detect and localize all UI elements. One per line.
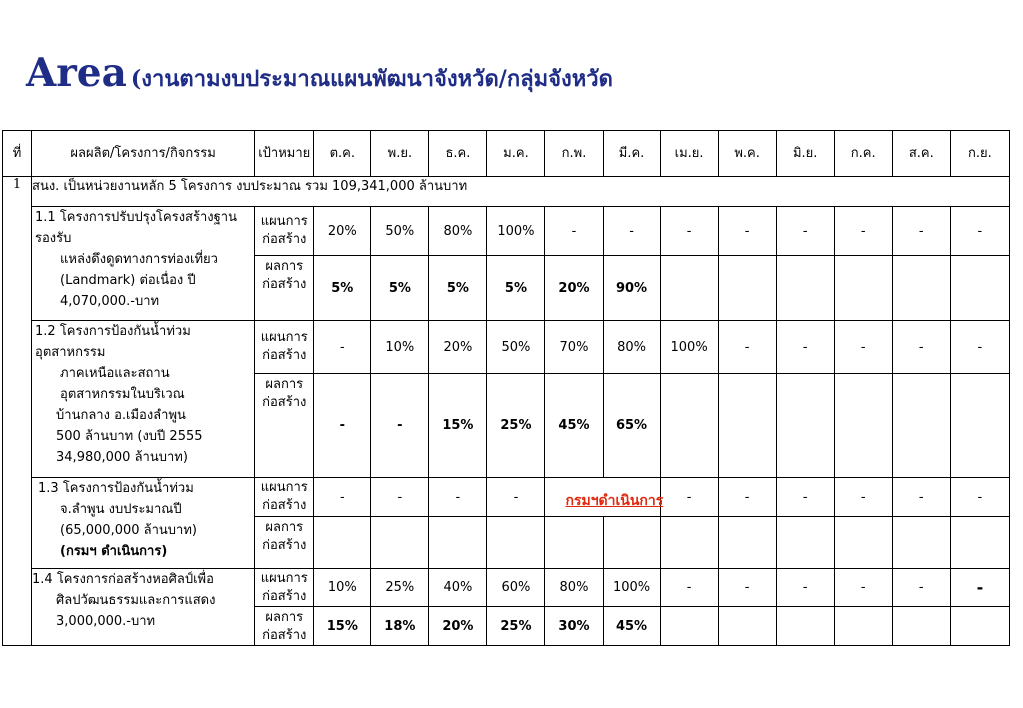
plan-cell: - — [776, 478, 834, 517]
project-cell — [32, 207, 255, 321]
result-cell: 5% — [314, 256, 371, 321]
table-row — [3, 569, 1010, 607]
plan-cell: - — [950, 321, 1009, 374]
row-number: 1 — [3, 177, 32, 646]
result-cell: 5% — [371, 256, 429, 321]
header-cell: ก.ย. — [950, 131, 1009, 177]
plan-cell: - — [892, 321, 950, 374]
plan-cell: - — [545, 207, 603, 256]
result-cell — [371, 517, 429, 569]
plan-label: แผนการก่อสร้าง — [255, 569, 314, 607]
plan-cell: - — [834, 478, 892, 517]
result-cell — [660, 607, 718, 646]
plan-cell: - — [718, 569, 776, 607]
header-cell: เม.ย. — [660, 131, 718, 177]
result-cell: 15% — [314, 607, 371, 646]
result-cell — [834, 607, 892, 646]
plan-cell: 80% — [545, 569, 603, 607]
result-cell: 18% — [371, 607, 429, 646]
result-cell — [314, 517, 371, 569]
table-row-main — [3, 177, 1010, 207]
plan-cell: 20% — [429, 321, 487, 374]
result-cell — [776, 256, 834, 321]
header-cell: มิ.ย. — [776, 131, 834, 177]
project-line: ศิลปวัฒนธรรมและการแสดง — [56, 593, 216, 608]
plan-cell: - — [834, 321, 892, 374]
result-cell — [776, 517, 834, 569]
progress-table — [2, 130, 1010, 646]
plan-cell: - — [603, 207, 660, 256]
plan-cell: - — [660, 207, 718, 256]
result-label: ผลการก่อสร้าง — [255, 374, 314, 478]
plan-cell: - — [487, 478, 545, 517]
plan-cell: - — [950, 207, 1009, 256]
project-cell — [32, 569, 255, 646]
header-cell: มี.ค. — [603, 131, 660, 177]
plan-cell: - — [950, 478, 1009, 517]
main-project-summary: สนง. เป็นหน่วยงานหลัก 5 โครงการ งบประมาณ รวม 109,341,000 ล้านบาท — [32, 177, 1010, 207]
result-cell — [834, 374, 892, 478]
header-cell: ที่ — [3, 131, 32, 177]
plan-label: แผนการก่อสร้าง — [255, 207, 314, 256]
result-cell — [545, 517, 603, 569]
header-cell: เป้าหมาย — [255, 131, 314, 177]
result-cell — [429, 517, 487, 569]
plan-cell: 100% — [660, 321, 718, 374]
project-line: อุตสาหกรรมในบริเวณ — [60, 387, 185, 402]
result-cell — [487, 517, 545, 569]
table-row — [3, 207, 1010, 256]
plan-cell: - — [314, 478, 371, 517]
plan-label: แผนการก่อสร้าง — [255, 321, 314, 374]
page-title — [26, 50, 613, 96]
plan-cell: - — [776, 207, 834, 256]
plan-cell: - — [892, 478, 950, 517]
project-line: 3,000,000.-บาท — [56, 614, 156, 629]
result-label: ผลการก่อสร้าง — [255, 607, 314, 646]
result-cell: 90% — [603, 256, 660, 321]
result-cell: 45% — [603, 607, 660, 646]
header-cell: พ.ย. — [371, 131, 429, 177]
project-cell — [32, 321, 255, 478]
plan-cell: - — [314, 321, 371, 374]
dept-note-cell — [545, 478, 664, 517]
result-cell — [718, 256, 776, 321]
dept-note: กรมฯดำเนินการ — [565, 493, 664, 509]
result-cell — [892, 256, 950, 321]
plan-cell: - — [834, 569, 892, 607]
plan-cell: - — [834, 207, 892, 256]
result-cell: 65% — [603, 374, 660, 478]
result-cell — [718, 374, 776, 478]
project-line: 1.1 โครงการปรับปรุงโครงสร้างฐานรองรับ — [35, 210, 237, 246]
result-cell: 15% — [429, 374, 487, 478]
table-row — [3, 321, 1010, 374]
result-cell — [776, 374, 834, 478]
plan-cell: 100% — [603, 569, 660, 607]
header-row — [3, 131, 1010, 177]
plan-cell: - — [718, 321, 776, 374]
result-cell: 5% — [429, 256, 487, 321]
result-cell: 20% — [545, 256, 603, 321]
table-row — [3, 478, 1010, 517]
result-cell — [892, 517, 950, 569]
plan-cell: 40% — [429, 569, 487, 607]
result-cell: 20% — [429, 607, 487, 646]
project-line: 4,070,000.-บาท — [60, 294, 160, 309]
header-cell: ม.ค. — [487, 131, 545, 177]
result-cell — [834, 517, 892, 569]
plan-cell: - — [429, 478, 487, 517]
plan-cell: 10% — [371, 321, 429, 374]
result-cell — [776, 607, 834, 646]
project-line: จ.ลำพูน งบประมาณปี — [60, 502, 182, 517]
result-cell — [660, 517, 718, 569]
plan-cell: 60% — [487, 569, 545, 607]
project-line: (กรมฯ ดำเนินการ) — [60, 544, 168, 559]
plan-cell: 70% — [545, 321, 603, 374]
result-label: ผลการก่อสร้าง — [255, 256, 314, 321]
result-cell: 30% — [545, 607, 603, 646]
plan-cell: - — [660, 569, 718, 607]
plan-cell: 10% — [314, 569, 371, 607]
result-cell — [950, 517, 1009, 569]
result-cell — [834, 256, 892, 321]
plan-cell: - — [718, 478, 776, 517]
header-cell: พ.ค. — [718, 131, 776, 177]
result-cell — [718, 517, 776, 569]
result-cell — [950, 374, 1009, 478]
result-cell: 25% — [487, 607, 545, 646]
result-cell — [950, 256, 1009, 321]
plan-cell: 20% — [314, 207, 371, 256]
project-line: (Landmark) ต่อเนื่อง ปี — [60, 273, 196, 288]
result-label: ผลการก่อสร้าง — [255, 517, 314, 569]
result-cell — [892, 374, 950, 478]
plan-cell: 50% — [371, 207, 429, 256]
header-cell: ผลผลิต/โครงการ/กิจกรรม — [32, 131, 255, 177]
plan-cell: 100% — [487, 207, 545, 256]
plan-cell: - — [892, 569, 950, 607]
result-cell — [950, 607, 1009, 646]
project-line: บ้านกลาง อ.เมืองลำพูน — [56, 408, 186, 423]
plan-cell: 80% — [429, 207, 487, 256]
project-line: 1.3 โครงการป้องกันน้ำท่วม — [38, 481, 194, 496]
result-cell: 25% — [487, 374, 545, 478]
plan-cell: - — [776, 569, 834, 607]
header-cell: ก.พ. — [545, 131, 603, 177]
header-cell: ส.ค. — [892, 131, 950, 177]
result-cell: - — [314, 374, 371, 478]
header-cell: ก.ค. — [834, 131, 892, 177]
result-cell — [603, 517, 660, 569]
plan-cell: 25% — [371, 569, 429, 607]
plan-cell: 80% — [603, 321, 660, 374]
project-cell — [32, 478, 255, 569]
project-line: 500 ล้านบาท (งบปี 2555 — [56, 429, 203, 444]
result-cell — [718, 607, 776, 646]
result-cell — [660, 374, 718, 478]
header-cell: ธ.ค. — [429, 131, 487, 177]
result-cell — [892, 607, 950, 646]
plan-cell: - — [660, 478, 718, 517]
project-line: (65,000,000 ล้านบาท) — [60, 523, 197, 538]
header-cell: ต.ค. — [314, 131, 371, 177]
plan-cell: - — [892, 207, 950, 256]
result-cell: - — [371, 374, 429, 478]
result-cell: 5% — [487, 256, 545, 321]
plan-cell: 50% — [487, 321, 545, 374]
plan-cell: - — [718, 207, 776, 256]
title-main: Area — [26, 50, 127, 96]
project-line: 34,980,000 ล้านบาท) — [56, 450, 188, 465]
plan-cell: - — [776, 321, 834, 374]
project-line: 1.4 โครงการก่อสร้างหอศิลป์เพื่อ — [32, 572, 214, 587]
result-cell: 45% — [545, 374, 603, 478]
result-cell — [660, 256, 718, 321]
plan-cell: - — [371, 478, 429, 517]
plan-label: แผนการก่อสร้าง — [255, 478, 314, 517]
title-subtitle: (งานตามงบประมาณแผนพัฒนาจังหวัด/กลุ่มจังหวัด — [130, 66, 613, 92]
project-line: 1.2 โครงการป้องกันน้ำท่วมอุตสาหกรรม — [35, 324, 191, 360]
plan-cell: - — [950, 569, 1009, 607]
project-line: ภาคเหนือและสถาน — [60, 366, 170, 381]
project-line: แหล่งดึงดูดทางการท่องเที่ยว — [60, 252, 218, 267]
